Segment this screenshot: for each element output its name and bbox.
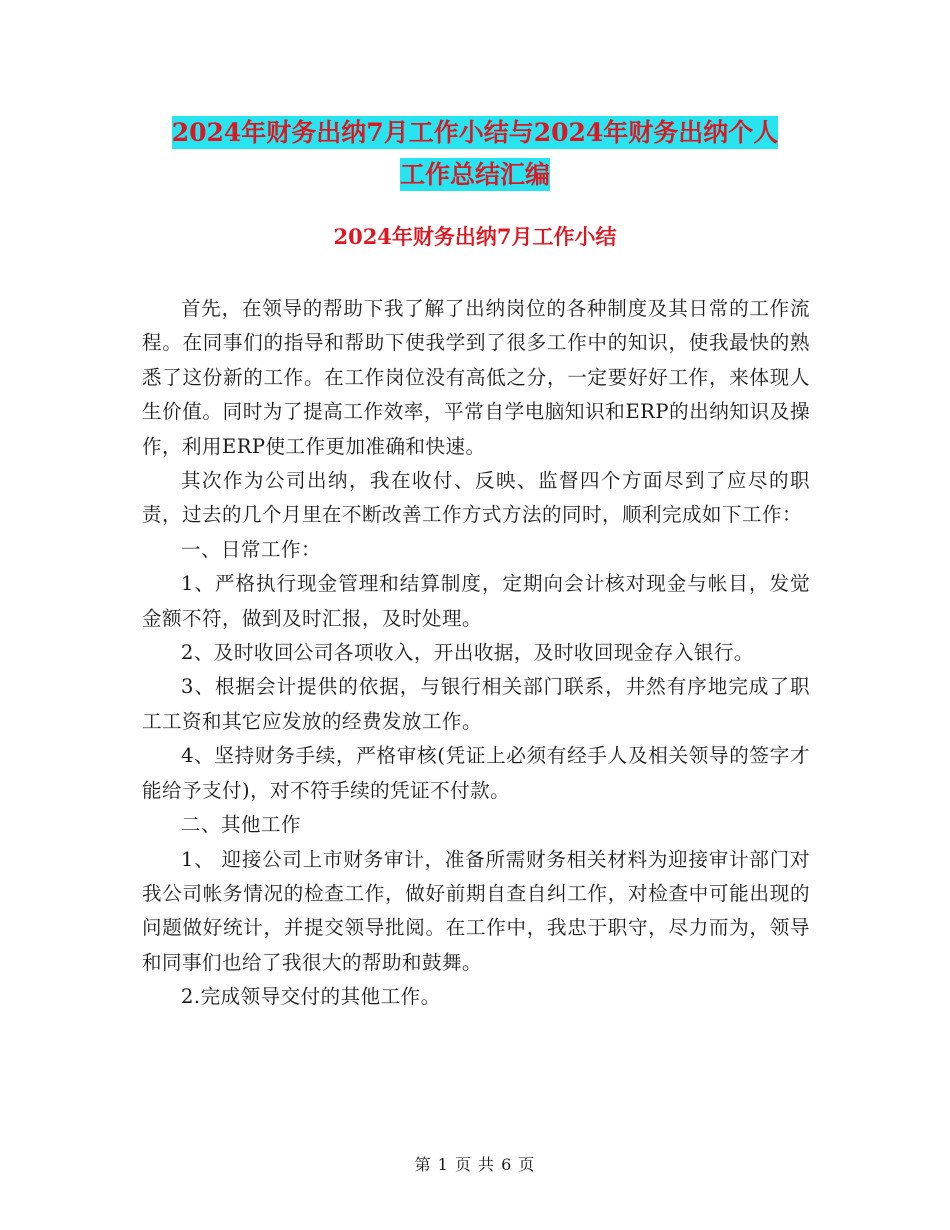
document-body xyxy=(142,292,810,1015)
list-item: 2.完成领导交付的其他工作。 xyxy=(181,985,441,1009)
list-item: 3、根据会计提供的依据，与银行相关部门联系，井然有序地完成了职工工资和其它应发放的经费发放工作。 xyxy=(142,675,810,733)
list-item: 1、严格执行现金管理和结算制度，定期向会计核对现金与帐目，发觉金额不符，做到及时汇报，及时处理。 xyxy=(142,572,810,630)
section-title: 2024年财务出纳7月工作小结 xyxy=(333,224,617,249)
body-paragraph: 其次作为公司出纳，我在收付、反映、监督四个方面尽到了应尽的职责，过去的几个月里在不断改善工作方式方法的同时，顺利完成如下工作： xyxy=(142,469,810,527)
list-item: 4、坚持财务手续，严格审核(凭证上必须有经手人及相关领导的签字才能给予支付)，对不符手续的凭证不付款。 xyxy=(142,744,810,802)
list-item: 2、及时收回公司各项收入，开出收据，及时收回现金存入银行。 xyxy=(181,641,754,665)
list-heading: 一、日常工作： xyxy=(181,537,322,561)
document-title xyxy=(100,112,850,196)
document-title-line-1: 2024年财务出纳7月工作小结与2024年财务出纳个人 xyxy=(171,118,779,147)
list-item: 1、 迎接公司上市财务审计，准备所需财务相关材料为迎接审计部门对我公司帐务情况的检查工作，做好前期自查自纠工作，对检查中可能出现的问题做好统计，并提交领导批阅。在工作中，我忠于职守，尽力而为，领导和同事们也给了我很大的帮助和鼓舞。 xyxy=(142,847,810,974)
document-title-line-2: 工作总结汇编 xyxy=(399,160,550,189)
page-footer: 第 1 页 共 6 页 xyxy=(414,1155,536,1174)
body-paragraph: 首先，在领导的帮助下我了解了出纳岗位的各种制度及其日常的工作流程。在同事们的指导和帮助下使我学到了很多工作中的知识，使我最快的熟悉了这份新的工作。在工作岗位没有高低之分，一定要好好工作，来体现人生价值。同时为了提高工作效率，平常自学电脑知识和ERP的出纳知识及操作，利用ERP使工作更加准确和快速。 xyxy=(142,297,810,458)
list-heading: 二、其他工作 xyxy=(181,813,302,837)
